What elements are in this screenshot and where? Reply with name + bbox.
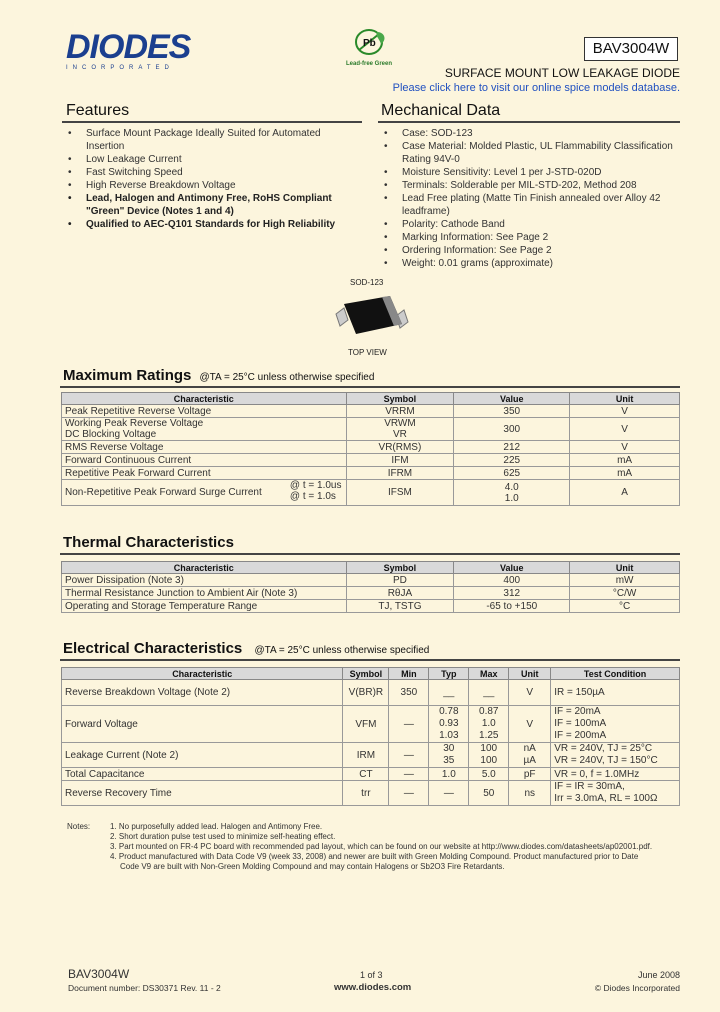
electrical-heading: Electrical Characteristics [63, 640, 243, 657]
electrical-title [63, 640, 429, 657]
features-rule [62, 121, 362, 123]
table-row: Working Peak Reverse Voltage DC Blocking Voltage VRWM VR 300 V [62, 418, 680, 441]
thermal-table: Characteristic Symbol Value Unit Power Dissipation (Note 3) PD 400 mW Thermal Resistance Junction to Ambient Air (Note 3) RθJA 312 °C/W Operating and Storage Temperature Range TJ, TSTG -65 to +150 °C [61, 561, 680, 613]
mechanical-item: • Polarity: Cathode Band [380, 218, 680, 231]
thermal-title: Thermal Characteristics [63, 534, 234, 551]
thermal-rule [60, 553, 680, 555]
document-subtitle: SURFACE MOUNT LOW LEAKAGE DIODE [444, 66, 680, 80]
max-ratings-title [63, 367, 374, 384]
features-title: Features [66, 102, 130, 119]
mechanical-item: • Marking Information: See Page 2 [380, 231, 680, 244]
mechanical-item: • Moisture Sensitivity: Level 1 per J-STD-020D [380, 166, 680, 179]
col-header: Unit [570, 393, 680, 405]
notes-list [110, 822, 685, 872]
lead-free-label: Lead-free Green [345, 61, 393, 67]
max-ratings-heading: Maximum Ratings [63, 367, 192, 384]
logo-text: DIODES [66, 28, 191, 66]
mechanical-item: • Terminals: Solderable per MIL-STD-202, Method 208 [380, 179, 680, 192]
electrical-rule [60, 659, 680, 661]
lead-free-green-badge [341, 28, 397, 68]
feature-item: • Surface Mount Package Ideally Suited for Automated Insertion [64, 127, 354, 153]
max-ratings-condition: @TA = 25°C unless otherwise specified [199, 372, 375, 383]
mechanical-list [380, 127, 680, 270]
footer-copyright: © Diodes Incorporated [594, 983, 680, 993]
feature-item: • Lead, Halogen and Antimony Free, RoHS Compliant "Green" Device (Notes 1 and 4) [64, 192, 354, 218]
table-row: Total Capacitance CT — 1.0 5.0 pF VR = 0, f = 1.0MHz [62, 768, 680, 781]
logo-subtext: INCORPORATED [66, 65, 174, 71]
feature-item: • Qualified to AEC-Q101 Standards for High Reliability [64, 218, 354, 231]
electrical-condition: @TA = 25°C unless otherwise specified [254, 645, 430, 656]
mechanical-item: • Ordering Information: See Page 2 [380, 244, 680, 257]
footer-website: www.diodes.com [334, 982, 412, 993]
col-header: Value [454, 393, 570, 405]
table-row: Forward Voltage VFM — 0.78 0.93 1.03 0.87 1.0 1.25 V IF = 20mA IF = 100mA IF = 200mA [62, 706, 680, 743]
note-item: 4. Product manufactured with Data Code V9 (week 33, 2008) and newer are built with Green Molding Compound. Product manufactured prior to Date [110, 852, 639, 861]
mechanical-title: Mechanical Data [381, 102, 501, 119]
note-item: Code V9 are built with Non-Green Molding Compound and may contain Halogens or Sb2O3 Fire Retardants. [120, 862, 505, 871]
mechanical-rule [378, 121, 680, 123]
max-ratings-rule [60, 386, 680, 388]
leaf-icon [349, 28, 389, 56]
table-row: Forward Continuous Current IFM 225 mA [62, 454, 680, 467]
note-item: 3. Part mounted on FR-4 PC board with recommended pad layout, which can be found on our website at http://www.diodes.com/datasheets/ap02001.pdf. [110, 842, 653, 851]
notes-label: Notes: [67, 822, 91, 831]
spice-models-link[interactable]: Please click here to visit our online spice models database. [392, 82, 680, 94]
package-view-label: TOP VIEW [348, 348, 387, 357]
table-row: Reverse Breakdown Voltage (Note 2) V(BR)R 350 __ __ V IR = 150µA [62, 680, 680, 706]
note-item: 2. Short duration pulse test used to minimize self-heating effect. [110, 832, 336, 841]
footer-doc-number: Document number: DS30371 Rev. 11 - 2 [68, 983, 221, 993]
table-row: Operating and Storage Temperature Range TJ, TSTG -65 to +150 °C [62, 600, 680, 613]
mechanical-item: • Case Material: Molded Plastic, UL Flammability Classification Rating 94V-0 [380, 140, 680, 166]
table-row: Power Dissipation (Note 3) PD 400 mW [62, 574, 680, 587]
footer-part: BAV3004W [68, 967, 130, 981]
table-row: Leakage Current (Note 2) IRM — 30 35 100 100 nA µA VR = 240V, TJ = 25°C VR = 240V, TJ = 150°C [62, 743, 680, 768]
package-label: SOD-123 [350, 278, 384, 287]
mechanical-item: • Weight: 0.01 grams (approximate) [380, 257, 680, 270]
col-header: Symbol [346, 393, 454, 405]
feature-item: • Low Leakage Current [64, 153, 354, 166]
pb-text: Pb [363, 38, 376, 49]
diodes-logo [66, 30, 206, 72]
feature-item: • High Reverse Breakdown Voltage [64, 179, 354, 192]
mechanical-item: • Lead Free plating (Matte Tin Finish annealed over Alloy 42 leadframe) [380, 192, 680, 218]
feature-item: • Fast Switching Speed [64, 166, 354, 179]
table-row: Non-Repetitive Peak Forward Surge Current @ t = 1.0us @ t = 1.0s IFSM 4.0 1.0 A [62, 480, 680, 506]
note-item: 1. No purposefully added lead. Halogen and Antimony Free. [110, 822, 323, 831]
table-row: Thermal Resistance Junction to Ambient Air (Note 3) RθJA 312 °C/W [62, 587, 680, 600]
max-ratings-table [61, 392, 680, 506]
table-row: RMS Reverse Voltage VR(RMS) 212 V [62, 441, 680, 454]
table-row: Reverse Recovery Time trr — — 50 ns IF = IR = 30mA, Irr = 3.0mA, RL = 100Ω [62, 781, 680, 806]
electrical-table: Characteristic Symbol Min Typ Max Unit Test Condition Reverse Breakdown Voltage (Note 2) V(BR)R 350 __ __ V IR = 150µA Forward Voltage VFM — 0.78 0.93 1.03 0.87 1.0 1.25 V IF = 20mA IF = 100mA IF = 200mA Leakage Current (Note 2) IRM — 30 35 100 100 nA µA VR = 240V, TJ = 25°C VR = 240V, TJ = 150°C Total Capacitance CT — 1.0 5.0 pF VR = 0, f = 1.0MHz Reverse Recovery Time trr — — 50 ns IF = IR = 30mA, Irr = 3.0mA, RL = 100Ω [61, 667, 680, 806]
part-number-box: BAV3004W [584, 37, 678, 61]
table-row: Repetitive Peak Forward Current IFRM 625 mA [62, 467, 680, 480]
footer-date: June 2008 [637, 970, 680, 980]
mechanical-item: • Case: SOD-123 [380, 127, 680, 140]
sod123-package-image [330, 290, 414, 346]
features-list [64, 127, 354, 231]
footer-page: 1 of 3 [360, 970, 383, 980]
table-row: Peak Repetitive Reverse Voltage VRRM 350 V [62, 405, 680, 418]
col-header: Characteristic [62, 393, 347, 405]
